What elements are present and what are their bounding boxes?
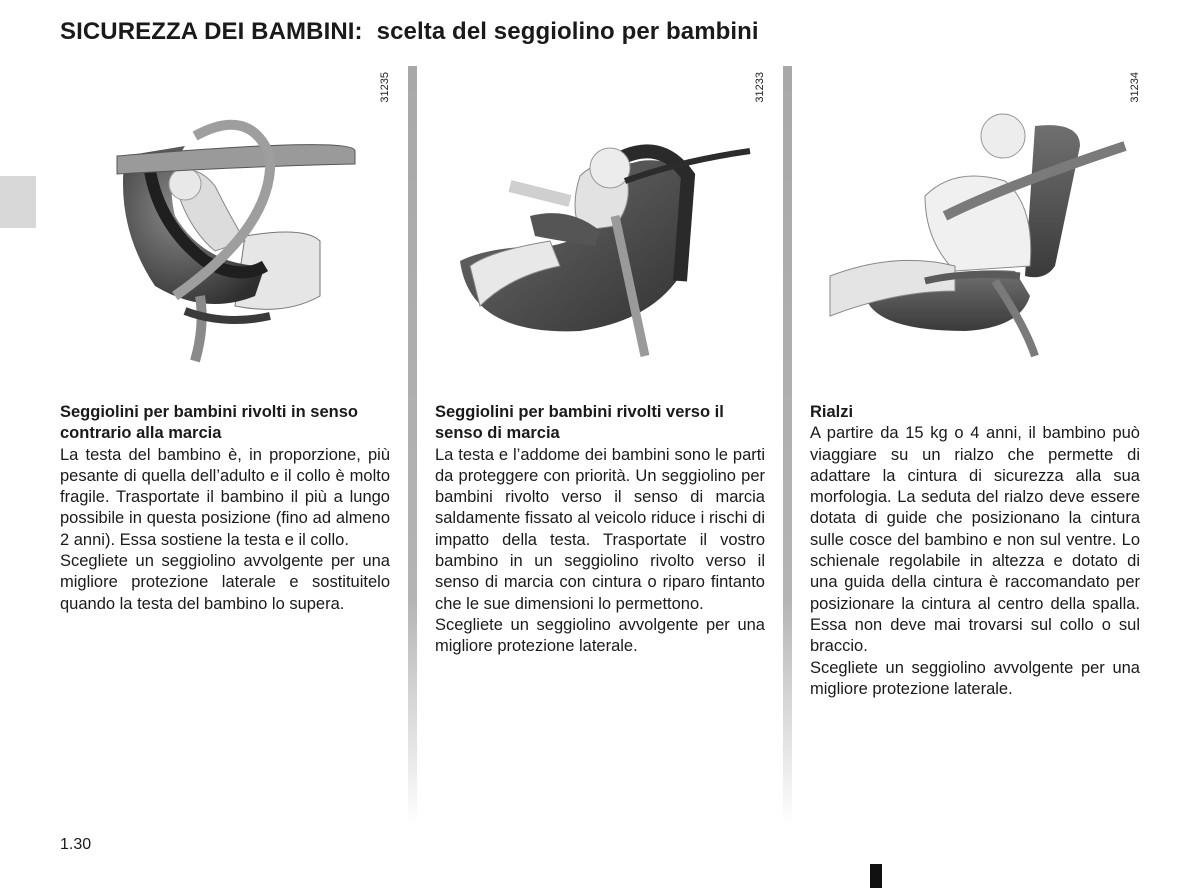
page-title bbox=[60, 18, 759, 46]
column-divider-2 bbox=[783, 66, 792, 826]
section-heading: Rialzi bbox=[810, 403, 854, 421]
column-divider-1 bbox=[408, 66, 417, 826]
paragraph: Scegliete un seggiolino avvolgente per una migliore protezione laterale. bbox=[435, 615, 765, 656]
illustration-booster-seat bbox=[805, 66, 1145, 366]
paragraph: La testa e l’addome dei bambini sono le parti da proteggere con priorità. Un seggiolino per bambini rivolto verso il senso di marcia saldamente fissato al veicolo riduce i rischi di impatto della testa. Trasportate il vostro bambino in un seggiolino rivolto verso il senso di marcia con cintura o riparo fintanto che le sue dimensioni lo permettono. bbox=[435, 445, 765, 613]
illustration-rear-facing-seat bbox=[55, 66, 395, 366]
print-mark bbox=[870, 864, 882, 888]
section-tab bbox=[0, 176, 36, 228]
section-heading: Seggiolini per bambini rivolti verso il senso di marcia bbox=[435, 403, 724, 443]
paragraph: La testa del bambino è, in proporzione, più pesante di quella dell’adulto e il collo è molto fragile. Trasportate il bambino il più a lungo possibile in questa posizione (fino ad almeno 2 anni). Essa sostiene la testa e il collo. bbox=[60, 445, 390, 549]
paragraph: Scegliete un seggiolino avvolgente per una migliore protezione laterale. bbox=[810, 658, 1140, 698]
illustration-forward-facing-seat bbox=[430, 66, 770, 366]
text-column-booster bbox=[810, 402, 1140, 700]
text-column-rear-facing bbox=[60, 402, 390, 615]
page-number: 1.30 bbox=[60, 836, 92, 853]
title-main: SICUREZZA DEI BAMBINI: bbox=[60, 18, 363, 45]
figure-booster-seat bbox=[805, 66, 1145, 366]
figure-forward-facing-seat bbox=[430, 66, 770, 366]
figure-rear-facing-seat bbox=[55, 66, 395, 366]
paragraph: A partire da 15 kg o 4 anni, il bambino può viaggiare su un rialzo che permette di adattare la cintura di sicurezza alla sua morfologia. La seduta del rialzo deve essere dotata di guide che posizionano la cintura sulle cosce del bambino e non sul ventre. Lo schienale regolabile in altezza e dotato di una guida della cintura è raccomandato per posizionare la cintura al centro della spalla. Essa non deve mai trovarsi sul collo o sul braccio. bbox=[810, 424, 1140, 656]
figure-number: 31233 bbox=[754, 72, 766, 103]
title-sub: scelta del seggiolino per bambini bbox=[376, 18, 759, 45]
figure-number: 31234 bbox=[1129, 72, 1141, 103]
figure-number: 31235 bbox=[379, 72, 391, 103]
section-heading: Seggiolini per bambini rivolti in senso contrario alla marcia bbox=[60, 403, 358, 443]
text-column-forward-facing bbox=[435, 402, 765, 658]
paragraph: Scegliete un seggiolino avvolgente per una migliore protezione laterale e sostituitelo quando la testa del bambino lo supera. bbox=[60, 552, 390, 613]
